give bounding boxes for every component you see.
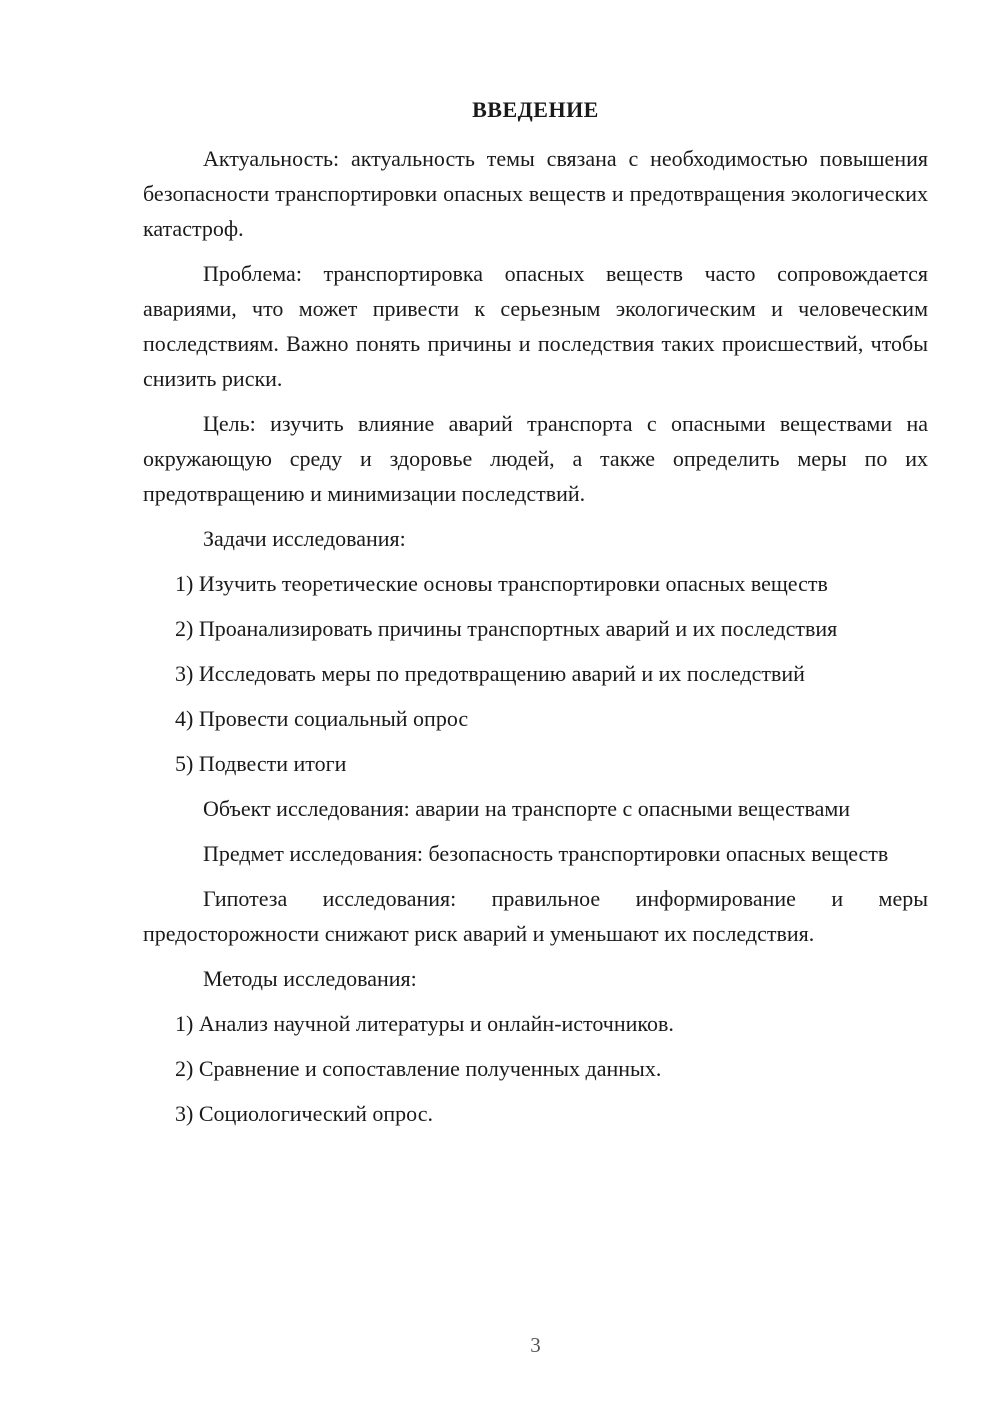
hypothesis-paragraph: Гипотеза исследования: правильное информирование и меры предосторожности снижают риск аварий и уменьшают их последствия. (143, 886, 928, 946)
subject-paragraph: Предмет исследования: безопасность транспортировки опасных веществ (203, 841, 889, 866)
list-item: 5) Подвести итоги (175, 751, 347, 776)
methods-list (143, 1006, 928, 1131)
tasks-title: Задачи исследования: (203, 526, 406, 551)
list-item: 4) Провести социальный опрос (175, 706, 469, 731)
methods-title: Методы исследования: (203, 966, 417, 991)
tasks-list (143, 566, 928, 781)
list-item: 3) Исследовать меры по предотвращению аварий и их последствий (175, 661, 805, 686)
list-item: 3) Социологический опрос. (175, 1101, 433, 1126)
list-item: 1) Анализ научной литературы и онлайн-источников. (175, 1011, 674, 1036)
document-page (143, 0, 928, 1414)
list-item: 2) Сравнение и сопоставление полученных данных. (175, 1056, 662, 1081)
page-number: 3 (530, 1333, 541, 1357)
document-body (143, 141, 928, 1141)
list-item: 2) Проанализировать причины транспортных аварий и их последствия (175, 616, 838, 641)
object-paragraph: Объект исследования: аварии на транспорте с опасными веществами (203, 796, 851, 821)
goal-paragraph: Цель: изучить влияние аварий транспорта с опасными веществами на окружающую среду и здоровье людей, а также определить меры по их предотвращению и минимизации последствий. (143, 411, 928, 506)
problem-paragraph: Проблема: транспортировка опасных веществ часто сопровождается авариями, что может привести к серьезным экологическим и человеческим последствиям. Важно понять причины и последствия таких происшествий, чтобы снизить риски. (143, 261, 928, 391)
relevance-paragraph: Актуальность: актуальность темы связана с необходимостью повышения безопасности транспортировки опасных веществ и предотвращения экологических катастроф. (143, 146, 928, 241)
page-title: ВВЕДЕНИЕ (472, 97, 599, 122)
list-item: 1) Изучить теоретические основы транспортировки опасных веществ (175, 571, 828, 596)
